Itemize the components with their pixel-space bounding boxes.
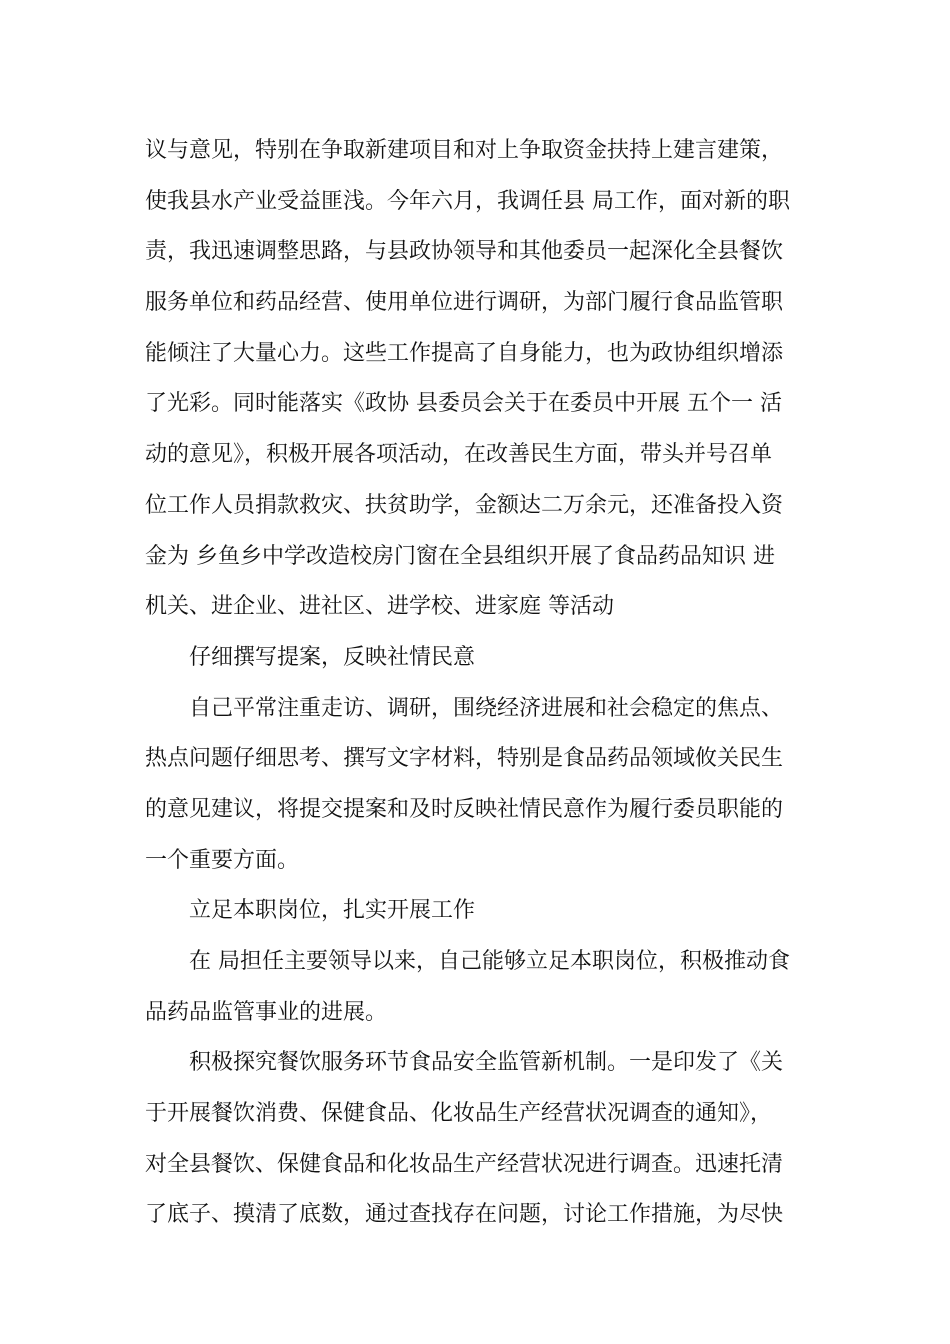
- text-line: 立足本职岗位，扎实开展工作: [189, 898, 476, 924]
- document-body: [145, 126, 810, 1241]
- text-line: 仔细撰写提案，反映社情民意: [189, 644, 476, 670]
- text-line: 自己平常注重走访、调研，围绕经济进展和社会稳定的焦点、: [189, 695, 784, 721]
- text-line: 热点问题仔细思考、撰写文字材料，特别是食品药品领域攸关民生: [145, 746, 784, 772]
- text-line: 议与意见，特别在争取新建项目和对上争取资金扶持上建言建策，: [145, 138, 784, 163]
- text-line: 积极探究餐饮服务环节食品安全监管新机制。一是印发了《关: [189, 1050, 784, 1076]
- text-line: 了底子、摸清了底数，通过查找存在问题，讨论工作措施，为尽快: [145, 1202, 784, 1228]
- text-line: 责，我迅速调整思路，与县政协领导和其他委员一起深化全县餐饮: [145, 239, 784, 265]
- text-line: 在 局担任主要领导以来，自己能够立足本职岗位，积极推动食: [189, 949, 790, 974]
- text-line: 对全县餐饮、保健食品和化妆品生产经营状况进行调查。迅速托清: [145, 1151, 784, 1177]
- text-line: 机关、进企业、进社区、进学校、进家庭 等活动: [145, 594, 614, 620]
- text-line: 服务单位和药品经营、使用单位进行调研，为部门履行食品监管职: [145, 290, 784, 316]
- text-line: 能倾注了大量心力。这些工作提高了自身能力，也为政协组织增添: [145, 340, 784, 366]
- text-line: 的意见建议，将提交提案和及时反映社情民意作为履行委员职能的: [145, 796, 784, 822]
- text-line: 一个重要方面。: [145, 847, 300, 873]
- text-line: 动的意见》，积极开展各项活动，在改善民生方面，带头并号召单: [145, 442, 773, 468]
- text-line: 使我县水产业受益匪浅。今年六月，我调任县 局工作，面对新的职: [145, 188, 790, 214]
- text-line: 位工作人员捐款救灾、扶贫助学，金额达二万余元，还准备投入资: [145, 492, 784, 518]
- text-line: 品药品监管事业的进展。: [145, 999, 388, 1025]
- text-line: 于开展餐饮消费、保健食品、化妆品生产经营状况调查的通知》，: [145, 1101, 773, 1127]
- text-line: 金为 乡鱼乡中学改造校房门窗在全县组织开展了食品药品知识 进: [145, 543, 775, 569]
- text-line: 了光彩。同时能落实《政协 县委员会关于在委员中开展 五个一 活: [145, 391, 782, 417]
